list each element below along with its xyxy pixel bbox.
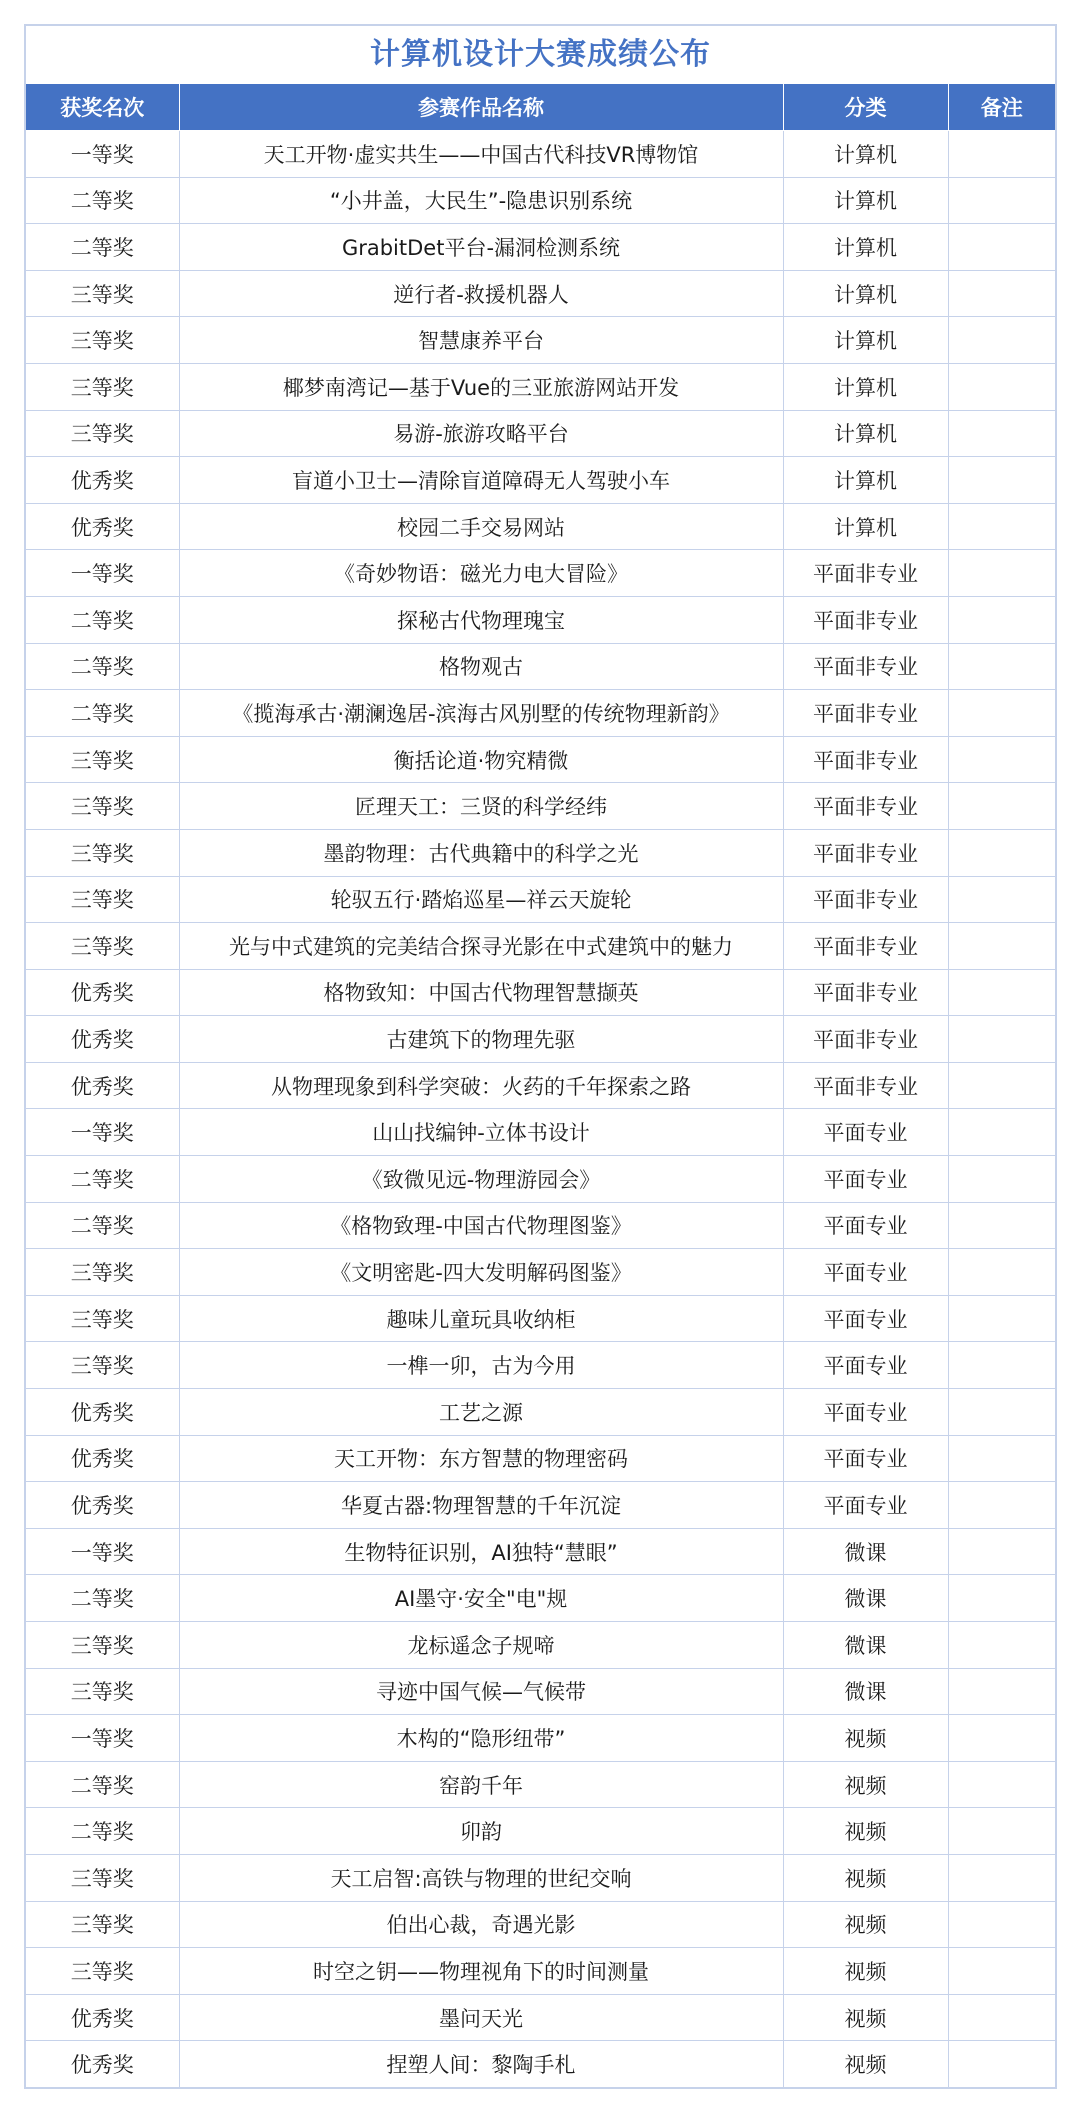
remarks-cell [948,224,1055,271]
work-name-cell: 衡括论道·物究精微 [179,736,783,783]
category-cell: 计算机 [783,270,948,317]
category-cell: 平面专业 [783,1435,948,1482]
category-cell: 平面非专业 [783,736,948,783]
remarks-cell [948,1575,1055,1622]
table-row [26,1389,1055,1436]
category-cell: 计算机 [783,410,948,457]
remarks-cell [948,1016,1055,1063]
table-row [26,1668,1055,1715]
results-table [26,84,1055,2087]
work-name-cell: 格物致知：中国古代物理智慧撷英 [179,969,783,1016]
table-row [26,1062,1055,1109]
work-name-cell: 《奇妙物语：磁光力电大冒险》 [179,550,783,597]
award-rank-cell: 优秀奖 [26,1389,179,1436]
remarks-cell [948,457,1055,504]
category-cell: 视频 [783,1715,948,1762]
category-cell: 平面专业 [783,1156,948,1203]
table-row [26,1994,1055,2041]
category-cell: 微课 [783,1622,948,1669]
award-rank-cell: 二等奖 [26,1575,179,1622]
work-name-cell: 智慧康养平台 [179,317,783,364]
table-row [26,457,1055,504]
category-cell: 视频 [783,1901,948,1948]
award-rank-cell: 三等奖 [26,363,179,410]
work-name-cell: 天工启智:高铁与物理的世纪交响 [179,1854,783,1901]
remarks-cell [948,1761,1055,1808]
work-name-cell: 天工开物：东方智慧的物理密码 [179,1435,783,1482]
work-name-cell: 光与中式建筑的完美结合探寻光影在中式建筑中的魅力 [179,923,783,970]
award-rank-cell: 三等奖 [26,829,179,876]
work-name-cell: 卯韵 [179,1808,783,1855]
table-row [26,1435,1055,1482]
table-row [26,1761,1055,1808]
work-name-cell: 《格物致理-中国古代物理图鉴》 [179,1202,783,1249]
remarks-cell [948,876,1055,923]
remarks-cell [948,1156,1055,1203]
header-work-name: 参赛作品名称 [179,84,783,131]
table-row [26,131,1055,178]
remarks-cell [948,1389,1055,1436]
table-row [26,1808,1055,1855]
award-rank-cell: 二等奖 [26,1202,179,1249]
category-cell: 视频 [783,1994,948,2041]
remarks-cell [948,1202,1055,1249]
table-row [26,1109,1055,1156]
category-cell: 平面专业 [783,1202,948,1249]
work-name-cell: 墨问天光 [179,1994,783,2041]
remarks-cell [948,2041,1055,2087]
remarks-cell [948,690,1055,737]
table-row [26,1342,1055,1389]
work-name-cell: 古建筑下的物理先驱 [179,1016,783,1063]
remarks-cell [948,1715,1055,1762]
award-rank-cell: 三等奖 [26,1342,179,1389]
work-name-cell: 轮驭五行·踏焰巡星—祥云天旋轮 [179,876,783,923]
category-cell: 平面非专业 [783,783,948,830]
category-cell: 平面非专业 [783,596,948,643]
remarks-cell [948,1948,1055,1995]
remarks-cell [948,1249,1055,1296]
table-row [26,596,1055,643]
work-name-cell: 龙标遥念子规啼 [179,1622,783,1669]
award-rank-cell: 三等奖 [26,1854,179,1901]
remarks-cell [948,643,1055,690]
work-name-cell: 探秘古代物理瑰宝 [179,596,783,643]
table-row [26,1901,1055,1948]
category-cell: 平面专业 [783,1482,948,1529]
category-cell: 平面非专业 [783,1016,948,1063]
table-row [26,2041,1055,2087]
remarks-cell [948,410,1055,457]
table-body [26,131,1055,2087]
work-name-cell: 逆行者-救援机器人 [179,270,783,317]
table-row [26,1295,1055,1342]
category-cell: 平面非专业 [783,829,948,876]
remarks-cell [948,1668,1055,1715]
award-rank-cell: 一等奖 [26,131,179,178]
award-rank-cell: 优秀奖 [26,2041,179,2087]
remarks-cell [948,829,1055,876]
work-name-cell: 墨韵物理：古代典籍中的科学之光 [179,829,783,876]
remarks-cell [948,363,1055,410]
award-rank-cell: 优秀奖 [26,969,179,1016]
remarks-cell [948,1528,1055,1575]
award-rank-cell: 优秀奖 [26,1062,179,1109]
results-sheet [24,24,1057,2089]
remarks-cell [948,736,1055,783]
award-rank-cell: 优秀奖 [26,1435,179,1482]
remarks-cell [948,783,1055,830]
work-name-cell: 盲道小卫士—清除盲道障碍无人驾驶小车 [179,457,783,504]
award-rank-cell: 三等奖 [26,1622,179,1669]
category-cell: 平面专业 [783,1342,948,1389]
award-rank-cell: 优秀奖 [26,1016,179,1063]
category-cell: 微课 [783,1668,948,1715]
table-row [26,1948,1055,1995]
remarks-cell [948,1808,1055,1855]
work-name-cell: 一榫一卯，古为今用 [179,1342,783,1389]
category-cell: 微课 [783,1575,948,1622]
table-row [26,1202,1055,1249]
table-row [26,503,1055,550]
award-rank-cell: 二等奖 [26,1808,179,1855]
category-cell: 微课 [783,1528,948,1575]
work-name-cell: “小井盖，大民生”-隐患识别系统 [179,177,783,224]
table-row [26,876,1055,923]
category-cell: 视频 [783,1854,948,1901]
table-row [26,550,1055,597]
category-cell: 视频 [783,1761,948,1808]
table-row [26,643,1055,690]
work-name-cell: 华夏古器:物理智慧的千年沉淀 [179,1482,783,1529]
work-name-cell: GrabitDet平台-漏洞检测系统 [179,224,783,271]
category-cell: 平面非专业 [783,876,948,923]
award-rank-cell: 一等奖 [26,1715,179,1762]
remarks-cell [948,1482,1055,1529]
award-rank-cell: 二等奖 [26,224,179,271]
category-cell: 平面专业 [783,1389,948,1436]
category-cell: 平面专业 [783,1249,948,1296]
award-rank-cell: 三等奖 [26,1901,179,1948]
category-cell: 计算机 [783,224,948,271]
remarks-cell [948,596,1055,643]
remarks-cell [948,923,1055,970]
remarks-cell [948,270,1055,317]
category-cell: 视频 [783,1808,948,1855]
award-rank-cell: 三等奖 [26,1948,179,1995]
table-row [26,224,1055,271]
category-cell: 计算机 [783,131,948,178]
table-row [26,1575,1055,1622]
table-row [26,1249,1055,1296]
table-row [26,1016,1055,1063]
remarks-cell [948,1994,1055,2041]
work-name-cell: 窑韵千年 [179,1761,783,1808]
award-rank-cell: 三等奖 [26,736,179,783]
award-rank-cell: 二等奖 [26,643,179,690]
category-cell: 平面非专业 [783,550,948,597]
category-cell: 计算机 [783,177,948,224]
header-row [26,84,1055,131]
category-cell: 计算机 [783,317,948,364]
award-rank-cell: 一等奖 [26,1109,179,1156]
work-name-cell: 易游-旅游攻略平台 [179,410,783,457]
remarks-cell [948,1342,1055,1389]
work-name-cell: AI墨守·安全"电"规 [179,1575,783,1622]
work-name-cell: 格物观古 [179,643,783,690]
remarks-cell [948,1062,1055,1109]
remarks-cell [948,503,1055,550]
table-row [26,1622,1055,1669]
table-header [26,84,1055,131]
remarks-cell [948,550,1055,597]
category-cell: 平面非专业 [783,643,948,690]
award-rank-cell: 一等奖 [26,550,179,597]
remarks-cell [948,969,1055,1016]
remarks-cell [948,317,1055,364]
remarks-cell [948,1854,1055,1901]
award-rank-cell: 三等奖 [26,1295,179,1342]
work-name-cell: 从物理现象到科学突破：火药的千年探索之路 [179,1062,783,1109]
table-row [26,829,1055,876]
work-name-cell: 捏塑人间：黎陶手札 [179,2041,783,2087]
award-rank-cell: 三等奖 [26,1668,179,1715]
award-rank-cell: 二等奖 [26,1761,179,1808]
remarks-cell [948,177,1055,224]
award-rank-cell: 优秀奖 [26,503,179,550]
award-rank-cell: 一等奖 [26,1528,179,1575]
category-cell: 平面非专业 [783,969,948,1016]
category-cell: 计算机 [783,503,948,550]
table-row [26,410,1055,457]
award-rank-cell: 二等奖 [26,177,179,224]
category-cell: 计算机 [783,363,948,410]
table-row [26,270,1055,317]
award-rank-cell: 优秀奖 [26,1482,179,1529]
category-cell: 平面非专业 [783,923,948,970]
category-cell: 计算机 [783,457,948,504]
table-row [26,690,1055,737]
work-name-cell: 时空之钥——物理视角下的时间测量 [179,1948,783,1995]
work-name-cell: 寻迹中国气候—气候带 [179,1668,783,1715]
header-category: 分类 [783,84,948,131]
remarks-cell [948,1901,1055,1948]
table-row [26,1528,1055,1575]
category-cell: 视频 [783,2041,948,2087]
category-cell: 平面专业 [783,1109,948,1156]
award-rank-cell: 三等奖 [26,410,179,457]
table-row [26,1854,1055,1901]
award-rank-cell: 三等奖 [26,317,179,364]
work-name-cell: 《文明密匙-四大发明解码图鉴》 [179,1249,783,1296]
table-row [26,969,1055,1016]
sheet-title: 计算机设计大赛成绩公布 [370,37,711,72]
remarks-cell [948,1622,1055,1669]
award-rank-cell: 三等奖 [26,923,179,970]
category-cell: 视频 [783,1948,948,1995]
award-rank-cell: 优秀奖 [26,1994,179,2041]
table-row [26,177,1055,224]
header-remarks: 备注 [948,84,1055,131]
table-row [26,736,1055,783]
work-name-cell: 工艺之源 [179,1389,783,1436]
work-name-cell: 椰梦南湾记—基于Vue的三亚旅游网站开发 [179,363,783,410]
remarks-cell [948,1109,1055,1156]
work-name-cell: 匠理天工：三贤的科学经纬 [179,783,783,830]
award-rank-cell: 二等奖 [26,690,179,737]
table-row [26,363,1055,410]
work-name-cell: 校园二手交易网站 [179,503,783,550]
table-row [26,923,1055,970]
remarks-cell [948,1295,1055,1342]
award-rank-cell: 二等奖 [26,596,179,643]
work-name-cell: 木构的“隐形纽带” [179,1715,783,1762]
table-row [26,1715,1055,1762]
award-rank-cell: 优秀奖 [26,457,179,504]
category-cell: 平面非专业 [783,690,948,737]
award-rank-cell: 三等奖 [26,876,179,923]
work-name-cell: 伯出心裁，奇遇光影 [179,1901,783,1948]
award-rank-cell: 三等奖 [26,270,179,317]
header-award-rank: 获奖名次 [26,84,179,131]
work-name-cell: 生物特征识别，AI独特“慧眼” [179,1528,783,1575]
award-rank-cell: 二等奖 [26,1156,179,1203]
category-cell: 平面专业 [783,1295,948,1342]
award-rank-cell: 三等奖 [26,1249,179,1296]
work-name-cell: 《致微见远-物理游园会》 [179,1156,783,1203]
work-name-cell: 《揽海承古·潮澜逸居-滨海古风别墅的传统物理新韵》 [179,690,783,737]
work-name-cell: 趣味儿童玩具收纳柜 [179,1295,783,1342]
remarks-cell [948,1435,1055,1482]
table-row [26,1156,1055,1203]
work-name-cell: 天工开物·虚实共生——中国古代科技VR博物馆 [179,131,783,178]
work-name-cell: 山山找编钟-立体书设计 [179,1109,783,1156]
table-row [26,1482,1055,1529]
category-cell: 平面非专业 [783,1062,948,1109]
award-rank-cell: 三等奖 [26,783,179,830]
remarks-cell [948,131,1055,178]
table-row [26,783,1055,830]
table-row [26,317,1055,364]
